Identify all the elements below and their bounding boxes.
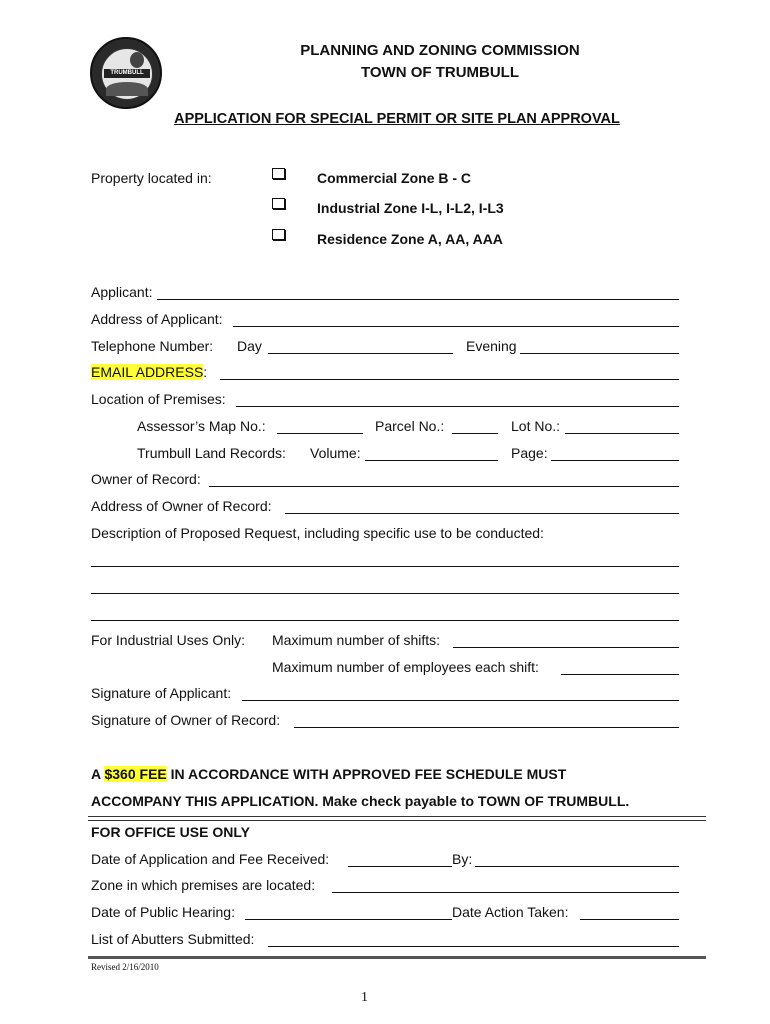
- by-label: By:: [452, 851, 473, 867]
- office-divider: [88, 816, 706, 821]
- fee-notice-line-1: [91, 766, 566, 782]
- residence-zone-checkbox[interactable]: [272, 229, 285, 240]
- evening-phone-field[interactable]: [520, 338, 679, 354]
- address-owner-field[interactable]: [285, 498, 679, 514]
- date-app-label: Date of Application and Fee Received:: [91, 851, 330, 867]
- max-employees-label: Maximum number of employees each shift:: [272, 659, 539, 675]
- description-line-3[interactable]: [91, 604, 679, 621]
- industrial-label: For Industrial Uses Only:: [91, 632, 246, 648]
- parcel-no-field[interactable]: [452, 418, 498, 434]
- sig-owner-field[interactable]: [294, 712, 679, 728]
- date-app-field[interactable]: [348, 851, 452, 867]
- page-field[interactable]: [551, 445, 679, 461]
- commercial-zone-checkbox[interactable]: [272, 168, 285, 179]
- zone-label: Zone in which premises are located:: [91, 877, 316, 893]
- owner-label: Owner of Record:: [91, 471, 201, 487]
- map-no-label: Assessor’s Map No.:: [137, 418, 266, 434]
- max-shifts-field[interactable]: [453, 632, 679, 648]
- hearing-field[interactable]: [245, 904, 452, 920]
- fee-amount: $360 FEE: [104, 766, 167, 782]
- form-title: APPLICATION FOR SPECIAL PERMIT OR SITE PLAN APPROVAL: [174, 111, 620, 127]
- lot-no-label: Lot No.:: [511, 418, 561, 434]
- industrial-zone-label: Industrial Zone I-L, I-L2, I-L3: [317, 200, 504, 216]
- description-line-1[interactable]: [91, 550, 679, 567]
- sig-applicant-label: Signature of Applicant:: [91, 685, 232, 701]
- location-label: Location of Premises:: [91, 391, 226, 407]
- address-owner-label: Address of Owner of Record:: [91, 498, 272, 514]
- town-title: TOWN OF TRUMBULL: [360, 64, 520, 81]
- revised-date: Revised 2/16/2010: [91, 962, 159, 972]
- land-records-label: Trumbull Land Records:: [137, 445, 286, 461]
- applicant-label: Applicant:: [91, 284, 153, 300]
- action-label: Date Action Taken:: [452, 904, 569, 920]
- max-shifts-label: Maximum number of shifts:: [272, 632, 441, 648]
- description-label: Description of Proposed Request, including specific use to be conducted:: [91, 525, 544, 541]
- owner-field[interactable]: [209, 471, 679, 487]
- abutters-field[interactable]: [268, 931, 679, 947]
- fee-line1-rest: IN ACCORDANCE WITH APPROVED FEE SCHEDULE MUST: [166, 766, 567, 782]
- parcel-no-label: Parcel No.:: [375, 418, 445, 434]
- residence-zone-label: Residence Zone A, AA, AAA: [317, 231, 503, 247]
- office-heading: FOR OFFICE USE ONLY: [91, 824, 250, 840]
- by-field[interactable]: [475, 851, 679, 867]
- fee-notice-line-2: ACCOMPANY THIS APPLICATION. Make check payable to TOWN OF TRUMBULL.: [91, 793, 630, 809]
- action-field[interactable]: [580, 904, 679, 920]
- email-colon: :: [203, 364, 208, 380]
- fee-prefix: A: [91, 766, 105, 782]
- address-applicant-field[interactable]: [233, 311, 679, 327]
- email-highlight: EMAIL ADDRESS: [91, 364, 204, 380]
- sig-owner-label: Signature of Owner of Record:: [91, 712, 281, 728]
- evening-label: Evening: [466, 338, 517, 354]
- industrial-zone-checkbox[interactable]: [272, 198, 285, 209]
- volume-label: Volume:: [310, 445, 361, 461]
- day-label: Day: [237, 338, 262, 354]
- commission-title: PLANNING AND ZONING COMMISSION: [300, 42, 580, 59]
- hearing-label: Date of Public Hearing:: [91, 904, 235, 920]
- address-applicant-label: Address of Applicant:: [91, 311, 223, 327]
- telephone-label: Telephone Number:: [91, 338, 214, 354]
- description-line-2[interactable]: [91, 577, 679, 594]
- commercial-zone-label: Commercial Zone B - C: [317, 170, 472, 186]
- footer-divider: [88, 956, 706, 959]
- abutters-label: List of Abutters Submitted:: [91, 931, 255, 947]
- page-number: 1: [361, 990, 368, 1005]
- lot-no-field[interactable]: [565, 418, 679, 434]
- property-label: Property located in:: [91, 170, 212, 186]
- max-employees-field[interactable]: [561, 659, 679, 675]
- location-field[interactable]: [236, 391, 679, 407]
- map-no-field[interactable]: [277, 418, 363, 434]
- email-label: [91, 364, 207, 380]
- volume-field[interactable]: [365, 445, 498, 461]
- page-label: Page:: [511, 445, 548, 461]
- email-field[interactable]: [220, 364, 679, 380]
- seal-text: TRUMBULL: [104, 69, 150, 78]
- zone-field[interactable]: [332, 877, 679, 893]
- applicant-field[interactable]: [157, 284, 679, 300]
- sig-applicant-field[interactable]: [242, 685, 679, 701]
- day-phone-field[interactable]: [268, 338, 453, 354]
